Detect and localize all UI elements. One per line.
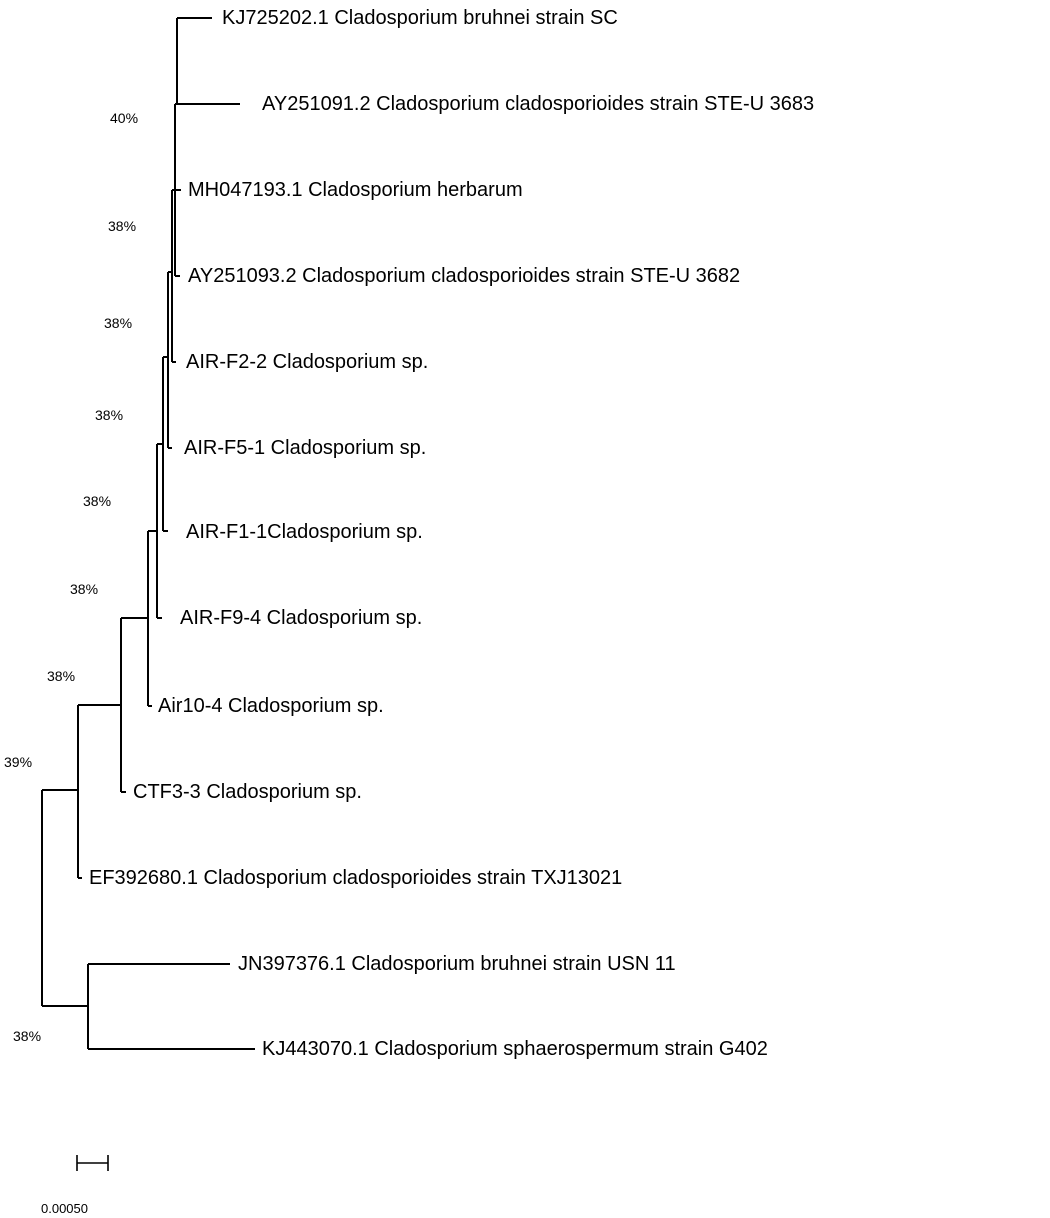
leaf-label-air-f9-4: AIR-F9-4 Cladosporium sp. (180, 607, 423, 629)
leaf-label-mh047193: MH047193.1 Cladosporium herbarum (188, 179, 523, 201)
leaf-label-air-f5-1: AIR-F5-1 Cladosporium sp. (184, 437, 427, 459)
scale-bar (41, 1155, 108, 1216)
support-label-n4: 38% (95, 407, 124, 423)
leaf-label-air-f2-2: AIR-F2-2 Cladosporium sp. (186, 351, 429, 373)
leaf-labels (89, 7, 814, 1060)
support-label-n3: 38% (104, 315, 133, 331)
support-label-n7: 38% (47, 668, 76, 684)
support-label-n9: 38% (13, 1028, 42, 1044)
support-label-n8: 39% (4, 754, 33, 770)
support-label-n1: 40% (110, 110, 139, 126)
support-label-n6: 38% (70, 581, 99, 597)
leaf-label-air10-4: Air10-4 Cladosporium sp. (158, 695, 384, 717)
scale-bar-label: 0.00050 (41, 1201, 88, 1216)
leaf-label-ay251091: AY251091.2 Cladosporium cladosporioides strain STE-U 3683 (262, 93, 815, 115)
leaf-label-jn397376: JN397376.1 Cladosporium bruhnei strain USN 11 (238, 953, 676, 975)
leaf-label-air-f1-1: AIR-F1-1Cladosporium sp. (186, 521, 423, 543)
leaf-label-kj725202: KJ725202.1 Cladosporium bruhnei strain SC (222, 7, 618, 29)
leaf-label-ctf3-3: CTF3-3 Cladosporium sp. (133, 781, 362, 803)
leaf-label-ay251093: AY251093.2 Cladosporium cladosporioides strain STE-U 3682 (188, 265, 741, 287)
leaf-label-ef392680: EF392680.1 Cladosporium cladosporioides strain TXJ13021 (89, 867, 623, 889)
support-label-n5: 38% (83, 493, 112, 509)
bootstrap-support-labels (4, 110, 138, 1044)
support-label-n2: 38% (108, 218, 137, 234)
leaf-label-kj443070: KJ443070.1 Cladosporium sphaerospermum strain G402 (262, 1038, 768, 1060)
